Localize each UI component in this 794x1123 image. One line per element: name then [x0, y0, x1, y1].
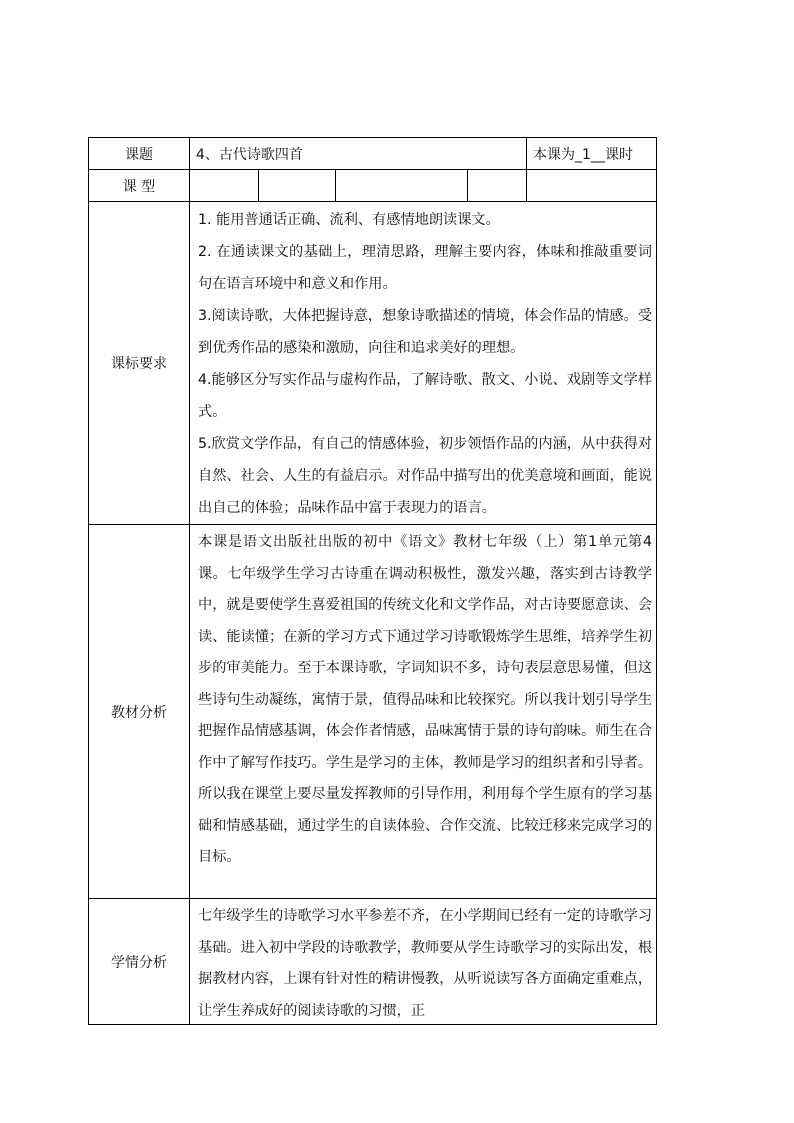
lesson-type-cell-3	[336, 170, 468, 202]
row-textbook-analysis	[89, 525, 657, 899]
lesson-type-cell-1	[190, 170, 259, 202]
standard-item: 3.阅读诗歌，大体把握诗意，想象诗歌描述的情境，体会作品的情感。受到优秀作品的感染和激励，向往和追求美好的理想。	[198, 308, 653, 356]
curriculum-standards-content	[190, 202, 657, 525]
lesson-type-cell-5	[527, 170, 657, 202]
standard-item: 1. 能用普通话正确、流利、有感情地朗读课文。	[198, 212, 500, 228]
topic-label: 课题	[89, 138, 190, 170]
lesson-type-cell-2	[259, 170, 336, 202]
textbook-analysis-label: 教材分析	[89, 525, 190, 899]
curriculum-standards-label: 课标要求	[89, 202, 190, 525]
lesson-type-label: 课 型	[89, 170, 190, 202]
student-analysis-content	[190, 899, 657, 1025]
lesson-period: 本课为_1__课时	[527, 138, 657, 170]
row-topic	[89, 138, 657, 170]
row-student-analysis	[89, 899, 657, 1025]
student-analysis-label: 学情分析	[89, 899, 190, 1025]
standard-item: 2. 在通读课文的基础上，理清思路，理解主要内容，体味和推敲重要词句在语言环境中和意义和作用。	[198, 244, 653, 292]
textbook-analysis-content: 本课是语文出版社出版的初中《语文》教材七年级（上）第1单元第4课。七年级学生学习古诗重在调动积极性，激发兴趣，落实到古诗教学中，就是要使学生喜爱祖国的传统文化和文学作品，对古诗要愿意读、会读、能读懂；在新的学习方式下通过学习诗歌锻炼学生思维，培养学生初步的审美能力。至于本课诗歌，字词知识不多，诗句表层意思易懂，但这些诗句生动凝练，寓情于景，值得品味和比较探究。所以我计划引导学生把握作品情感基调，体会作者情感，品味寓情于景的诗句韵味。师生在合作中了解写作技巧。学生是学习的主体，教师是学习的组织者和引导者。所以我在课堂上要尽量发挥教师的引导作用，利用每个学生原有的学习基础和情感基础，通过学生的自读体验、合作交流、比较迁移来完成学习的目标。	[190, 525, 657, 899]
row-curriculum-standards	[89, 202, 657, 525]
row-lesson-type	[89, 170, 657, 202]
lesson-type-cell-4	[468, 170, 527, 202]
standard-item: 4.能够区分写实作品与虚构作品，了解诗歌、散文、小说、戏剧等文学样式。	[198, 372, 653, 420]
lesson-plan-table	[88, 137, 657, 1025]
lesson-title: 4、古代诗歌四首	[190, 138, 527, 170]
standard-item: 5.欣赏文学作品，有自己的情感体验，初步领悟作品的内涵，从中获得对自然、社会、人生的有益启示。对作品中描写出的优美意境和画面，能说出自己的体验；品味作品中富于表现力的语言。	[198, 436, 653, 516]
student-analysis-text: 七年级学生的诗歌学习水平参差不齐，在小学期间已经有一定的诗歌学习基础。进入初中学段的诗歌教学，教师要从学生诗歌学习的实际出发，根据教材内容，上课有针对性的精讲慢教，从听说读写各方面确定重难点，让学生养成好的阅读诗歌的习惯，正	[198, 908, 653, 1019]
